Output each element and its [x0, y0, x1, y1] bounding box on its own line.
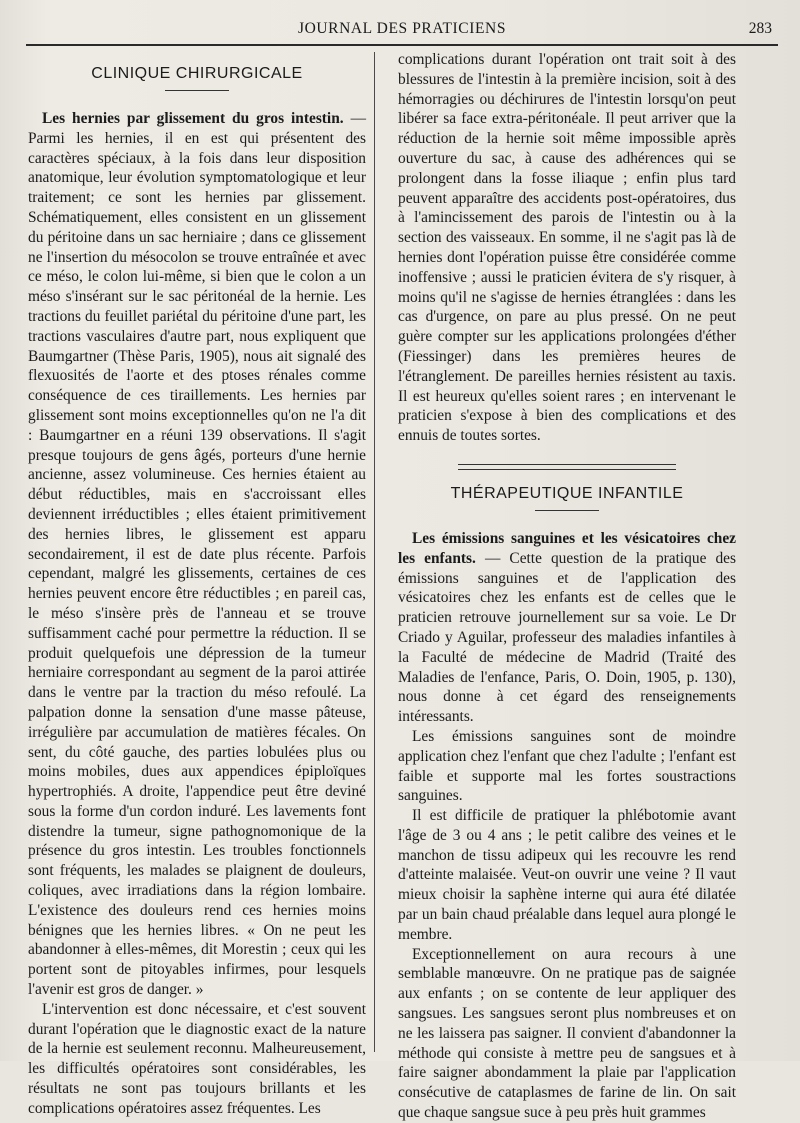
title-rule [165, 90, 229, 91]
article-emissions-paragraph-1 [398, 529, 736, 727]
article-emissions-paragraph-2: Les émissions sanguines sont de moindre application chez l'enfant que chez l'adulte ; l'enfant est faible et supporte mal les fortes soustractions sanguines. [398, 727, 736, 805]
running-header [26, 14, 778, 46]
column-divider [374, 52, 375, 1052]
journal-title: JOURNAL DES PRATICIENS [297, 20, 507, 37]
article-hernies-continuation: complications durant l'opération ont trait soit à des blessures de l'intestin à la première incision, soit à des hémorragies ou déchirures de l'intestin lorsqu'on peut libérer sa face extra-péritonéale. Il peut arriver que la réduction de la hernie soit même impossible après ouverture du sac, à cause des adhérences qui se prolongent dans la fosse iliaque ; enfin plus tard peuvent apparaître des accidents post-opératoires, dus à l'amincissement des parois de l'intestin ou à la section des vaisseaux. En somme, il ne s'agit pas là de hernies dont l'opération puisse être considérée comme inoffensive ; aussi le praticien évitera de s'y risquer, à moins qu'il ne s'agisse de hernies étranglées : dans les cas d'urgence, on pare au plus pressé. On ne peut guère compter sur les applications prolongées d'éther (Fiessinger) dans les premières heures de l'étranglement. De pareilles hernies résistent au taxis. Il est heureux qu'elles soient rares ; en intervenant le praticien s'expose à bien des complications et des ennuis de toutes sortes. [398, 51, 736, 445]
title-rule [535, 510, 599, 511]
page-number: 283 [748, 20, 772, 37]
article-emissions-paragraph-3: Il est difficile de pratiquer la phlébotomie avant l'âge de 3 ou 4 ans ; le petit calibre des veines et le manchon de tissu adipeux qui les recouvre les rend d'atteinte malaisée. Veut-on ouvrir une veine ? Il vaut mieux choisir la saphène interne qui aura été dilatée par un bain chaud préalable dans lequel aura plongé le membre. [398, 807, 736, 943]
article-lead-hernies: Les hernies par glissement du gros intestin. [42, 110, 344, 127]
section-title-therapeutique: THÉRAPEUTIQUE INFANTILE [450, 484, 684, 502]
section-separator [458, 464, 676, 470]
article-hernies-paragraph-2: L'intervention est donc nécessaire, et c'est souvent durant l'opération que le diagnostic exact de la nature de la hernie est seulement reconnu. Malheureusement, les difficultés opératoires sont considérables, les résultats ne sont pas toujours brillants et les complications opératoires assez fréquentes. Les [28, 1000, 366, 1117]
article-body-text: — Cette question de la pratique des émissions sanguines et de l'application des vésicatoires chez les enfants est de celles que le praticien retrouve journellement sur sa voie. Le Dr Criado y Aguilar, professeur des maladies infantiles à la Faculté de médecine de Madrid (Traité des Maladies de l'enfance, Paris, O. Doin, 1905, p. 130), nous donne à cet égard des renseignements intéressants. [398, 549, 736, 726]
article-lead-emissions: Les émissions sanguines et les vésicatoires chez les enfants. [398, 529, 736, 567]
article-hernies-paragraph-1 [28, 109, 366, 1000]
article-emissions-paragraph-4: Exceptionnellement on aura recours à une semblable manœuvre. On ne pratique pas de saignée aux enfants ; on se contente de leur appliquer des sangsues. Les sangsues seront plus nombreuses et on ne les laissera pas saigner. Il convient d'abandonner la méthode qui consiste à mettre peu de sangsues et à faire saigner abondamment la plaie par l'application consécutive de cataplasmes de farine de lin. On sait que chaque sangsue suce à peu près huit grammes [398, 945, 736, 1122]
section-title-clinique: CLINIQUE CHIRURGICALE [91, 65, 303, 82]
right-column [398, 50, 736, 1122]
article-body-text: — Parmi les hernies, il en est qui présentent des caractères spéciaux, à la fois dans leur disposition anatomique, leur évolution symptomatologique et leur traitement; ce sont les hernies par glissement. Schématiquement, elles consistent en un glissement du péritoine dans un sac herniaire ; dans ce glissement ne l'insertion du mésocolon se trouve entraînée et avec ce méso, le colon lui-même, si bien que le colon a un méso s'insérant sur le sac péritonéal de la hernie. Les tractions du feuillet pariétal du péritoine d'une part, les tractions vasculaires d'autre part, nous expliquent que Baumgartner (Thèse Paris, 1905), nous ait signalé des flexuosités de l'aorte et des ptoses rénales comme conséquence de ces tiraillements. Les hernies par glissement sont moins exceptionnelles qu'on ne l'a dit : Baumgartner en a réuni 139 observations. Il s'agit presque toujours de gens âgés, porteurs d'une hernie ancienne, assez volumineuse. Ces hernies étaient au début réductibles, mais en s'accroissant elles deviennent irréductibles ; elles étaient primitivement des hernies libres, le glissement est apparu secondairement, il est de date plus récente. Parfois cependant, malgré les glissements, certaines de ces hernies peuvent encore être réductibles ; en pareil cas, le méso s'insère près de l'anneau et se trouve suffisamment caché pour permettre la réduction. Il se produit quelquefois une dépression de la tumeur herniaire correspondant au segment de la paroi attirée dans le ventre par la traction du méso refoulé. La palpation donne la sensation d'une masse pâteuse, irrégulière par accumulation de matières fécales. On sent, du côté gauche, des parties lobulées plus ou moins mobiles, dues aux appendices épiploïques hypertrophiés. A droite, l'appendice peut être deviné sous la forme d'un cordon induré. Les lavements font distendre la tumeur, signe pathognomonique de la présence du gros intestin. Les troubles fonctionnels sont fréquents, les malades se plaignent de douleurs, coliques, avec irradiations dans la région lombaire. L'existence des douleurs rend ces hernies moins bénignes que les hernies libres. « On ne peut les abandonner à elles-mêmes, dit Morestin ; ceux qui les portent sont de pitoyables infirmes, pour lesquels l'avenir est gros de danger. » [28, 110, 366, 999]
left-column [28, 50, 366, 1117]
